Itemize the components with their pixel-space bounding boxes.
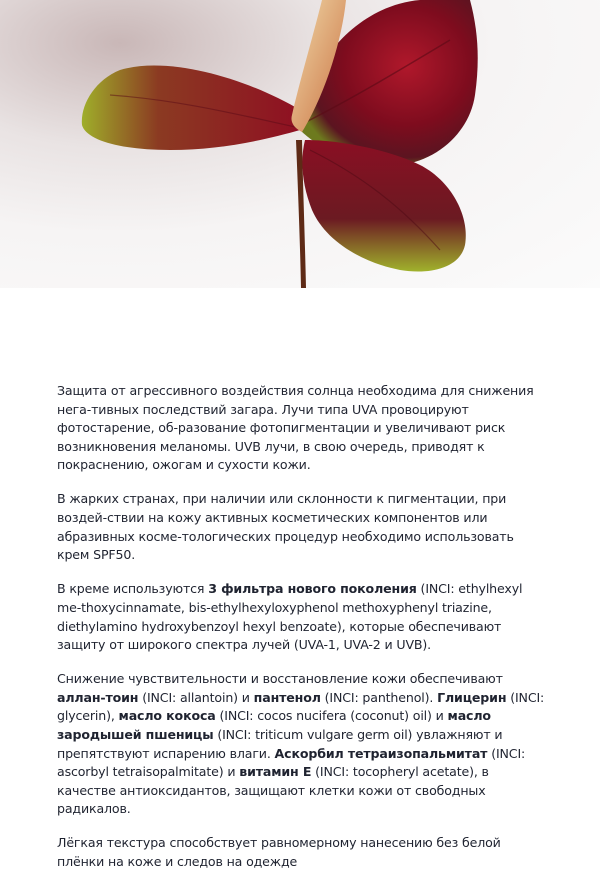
text-run: (INCI: ascorbyl tetraisopalmitate) и — [57, 745, 526, 780]
bold-term: Глицерин — [437, 689, 507, 705]
left-lobe-shape — [82, 66, 300, 150]
text-run: (INCI: tocopheryl acetate), в качестве антиоксидантов, защищают клетки кожи от свободных радикалов. — [57, 764, 489, 817]
bold-term: масло зародышей пшеницы — [57, 708, 491, 742]
text-run: (INCI: triticum vulgare germ oil) увлажняют и препятствуют испарению влаги. — [57, 727, 503, 761]
paragraph — [57, 670, 549, 819]
paragraph — [57, 580, 549, 654]
bold-term: масло кокоса — [118, 708, 216, 724]
text-run: В жарких странах, при наличии или склонности к пигментации, при воздей-ствии на кожу активных косметических компонентов или абразивных косме-тологических процедур необходимо использовать крем SPF50. — [57, 491, 514, 563]
text-run: (INCI: allantoin) и — [138, 689, 254, 705]
text-run: (INCI: panthenol). — [320, 689, 438, 705]
description-text — [57, 382, 549, 887]
text-run: (INCI: glycerin), — [57, 689, 545, 724]
paragraph — [57, 382, 549, 475]
text-run: В креме используются — [57, 581, 209, 597]
anthurium-photo — [0, 0, 600, 288]
text-run: (INCI: cocos nucifera (coconut) oil) и — [215, 708, 448, 724]
text-run: Защита от агрессивного воздействия солнца необходима для снижения нега-тивных последствий загара. Лучи типа UVA провоцируют фотостарение, об-разование фотопигментации и увеличивают риск возникновения меланомы. UVB лучи, в свою очередь, приводят к покраснению, ожогам и сухости кожи. — [57, 383, 534, 473]
paragraph — [57, 834, 549, 871]
bold-term: аллан-тоин — [57, 689, 139, 705]
paragraph — [57, 490, 549, 564]
bold-term: витамин Е — [239, 764, 312, 780]
bold-term: Аскорбил тетраизопальмитат — [274, 745, 488, 761]
bold-term: 3 фильтра нового поколения — [208, 581, 417, 597]
bold-term: пантенол — [253, 689, 321, 705]
text-run: Снижение чувствительности и восстановление кожи обеспечивают — [57, 671, 503, 687]
lower-lobe-shape — [302, 140, 465, 272]
text-run: Лёгкая текстура способствует равномерному нанесению без белой плёнки на коже и следов на одежде — [57, 835, 501, 870]
text-run: (INCI: ethylhexyl me-thoxycinnamate, bis-ethylhexyloxyphenol methoxyphenyl triazine, diethylamino hydroxybenzoyl hexyl benzoate), которые обеспечивают защиту от широкого спектра лучей (UVA-1, UVA-2 и UVB). — [57, 581, 523, 653]
anthurium-illustration — [0, 0, 600, 288]
